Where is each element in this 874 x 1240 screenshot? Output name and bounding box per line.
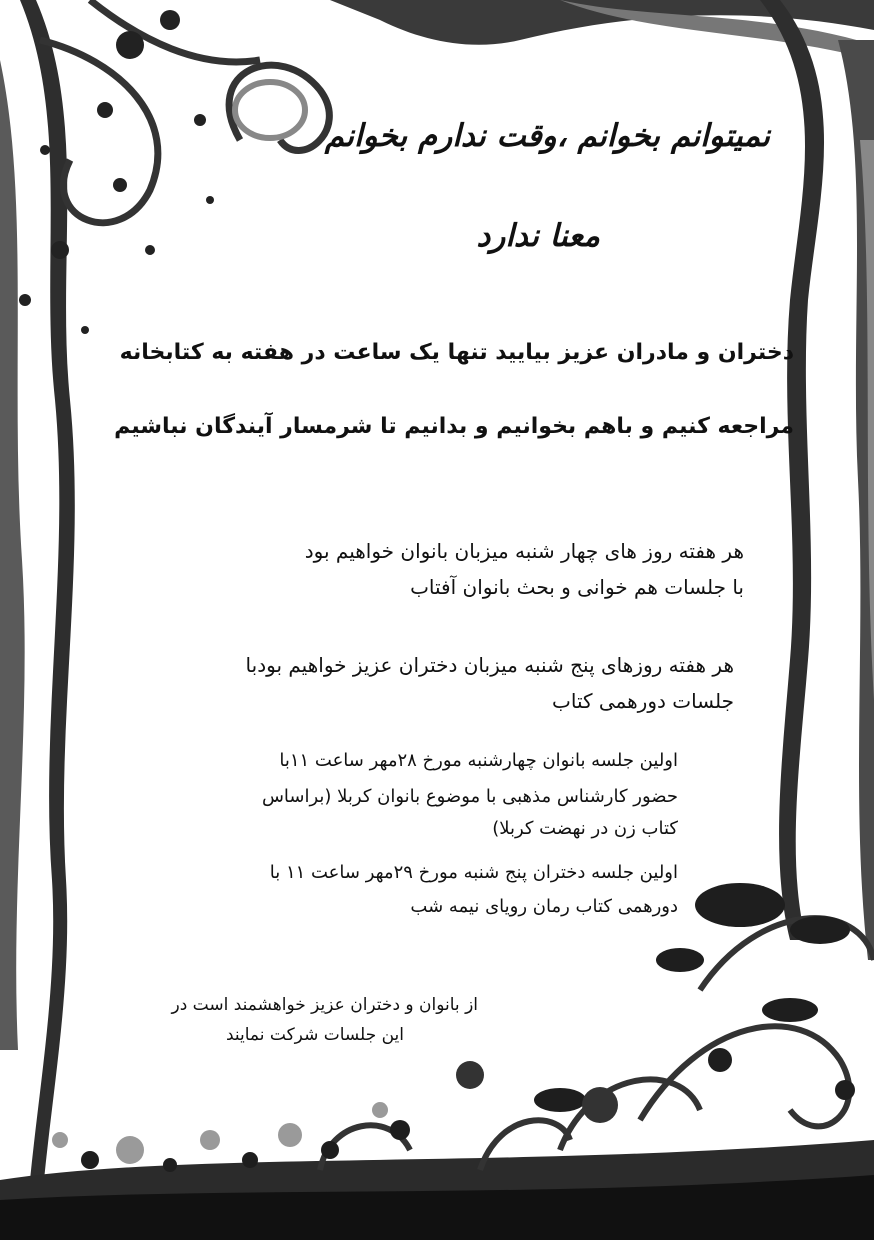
thursday-line-1: هر هفته روزهای پنج شنبه میزبان دختران عزیز خواهیم بودبا [245,653,734,677]
first-girls-session-line-2: دورهمی کتاب رمان رویای نیمه شب [410,896,678,917]
thursday-line-2: جلسات دورهمی کتاب [552,689,734,713]
top-left-swirl-ornament [40,0,329,223]
closing-line-2: این جلسات شرکت نمایند [225,1025,404,1045]
closing-line-1: از بانوان و دختران عزیز خواهشمند است در [171,995,478,1015]
first-women-session-line-1: اولین جلسه بانوان چهارشنبه مورخ ۲۸مهر ساعت ۱۱با [279,750,678,771]
wednesday-line-2: با جلسات هم خوانی و بحث بانوان آفتاب [410,575,744,599]
wednesday-line-1: هر هفته روز های چهار شنبه میزبان بانوان خواهیم بود [304,539,744,563]
intro-line-1: دختران و مادران عزیز بیایید تنها یک ساعت در هفته به کتابخانه [119,340,794,365]
title-line-1: نمیتوانم بخوانم ،وقت ندارم بخوانم [324,118,770,154]
first-women-session-line-2: حضور کارشناس مذهبی با موضوع بانوان کربلا (براساس [261,786,678,807]
bottom-floral-ornament [0,883,874,1240]
first-women-session-line-3: کتاب زن در نهضت کربلا) [492,818,678,839]
title-line-2: معنا ندارد [476,218,600,254]
intro-line-2: مراجعه کنیم و باهم بخوانیم و بدانیم تا شرمسار آیندگان نباشیم [114,414,794,439]
first-girls-session-line-1: اولین جلسه دختران پنج شنبه مورخ ۲۹مهر ساعت ۱۱ با [269,862,678,883]
